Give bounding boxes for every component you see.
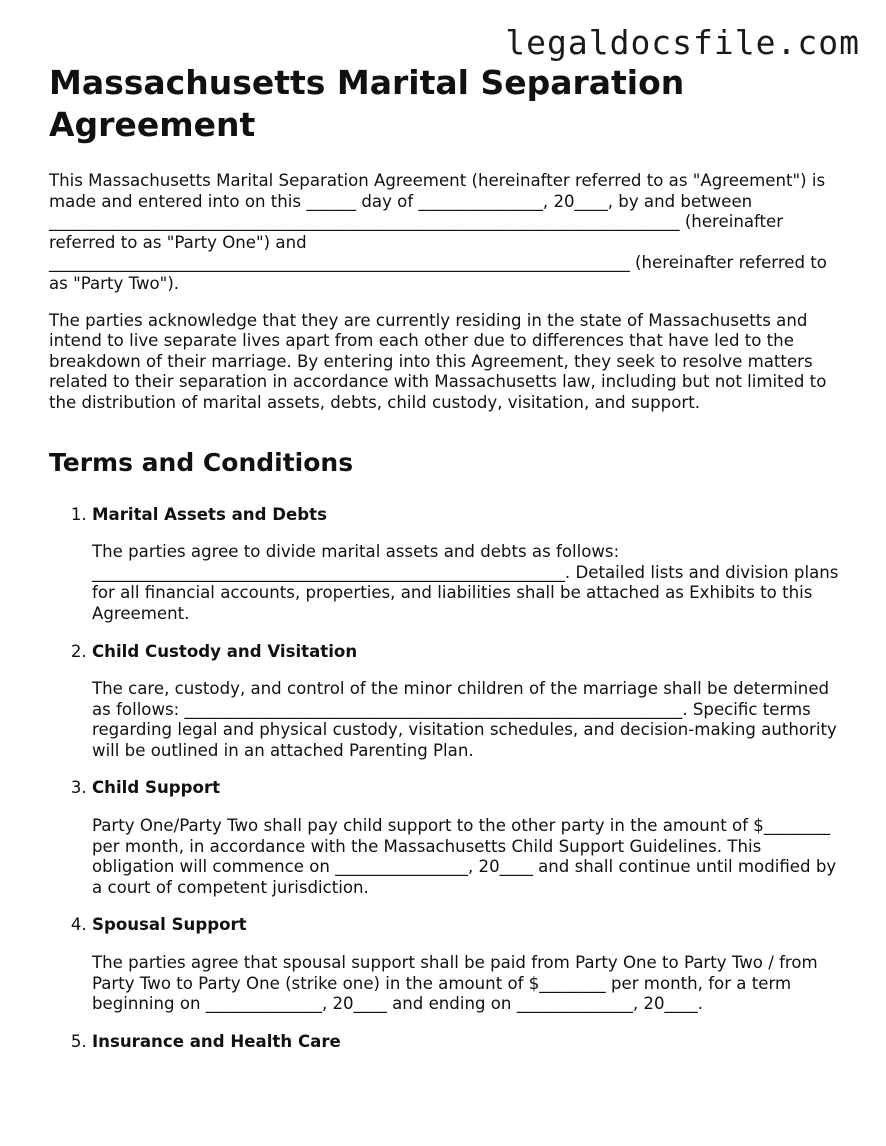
term-body: The parties agree to divide marital assets and debts as follows: _________________________________________________________. Detailed lists and division plans for all financial accounts, properties, and liabilities shall be attached as Exhibits to this Agreement. xyxy=(92,542,839,623)
term-item xyxy=(92,778,841,898)
term-body: Party One/Party Two shall pay child support to the other party in the amount of $________ per month, in accordance with the Massachusetts Child Support Guidelines. This obligation will commence on ________________, 20____ and shall continue until modified by a court of competent jurisdiction. xyxy=(92,816,837,897)
intro-paragraph: This Massachusetts Marital Separation Agreement (hereinafter referred to as "Agreement") is made and entered into on this ______ day of _______________, 20____, by and between ____________________________________________________________________________ (hereinafter referred to as "Party One") and ______________________________________________________________________ (hereinafter referred to as "Party Two"). xyxy=(49,171,827,293)
term-title: Child Custody and Visitation xyxy=(92,641,358,661)
term-title: Child Support xyxy=(92,778,221,798)
term-item xyxy=(92,1032,841,1053)
document-title: Massachusetts Marital Separation Agreement xyxy=(49,63,685,144)
term-body: The parties agree that spousal support shall be paid from Party One to Party Two / from Party Two to Party One (strike one) in the amount of $________ per month, for a term beginning on ______________, 20____ and ending on ______________, 20____. xyxy=(92,953,818,1014)
site-watermark: legaldocsfile.com xyxy=(505,23,860,62)
term-body: The care, custody, and control of the minor children of the marriage shall be determined as follows: ____________________________________________________________. Specific terms regarding legal and physical custody, visitation schedules, and decision-making authority will be outlined in an attached Parenting Plan. xyxy=(92,679,837,760)
term-title: Spousal Support xyxy=(92,915,247,935)
term-title: Insurance and Health Care xyxy=(92,1031,341,1051)
acknowledgement-paragraph: The parties acknowledge that they are currently residing in the state of Massachusetts and intend to live separate lives apart from each other due to differences that have led to the breakdown of their marriage. By entering into this Agreement, they seek to resolve matters related to their separation in accordance with Massachusetts law, including but not limited to the distribution of marital assets, debts, child custody, visitation, and support. xyxy=(49,310,827,412)
section-heading: Terms and Conditions xyxy=(49,447,354,477)
terms-list xyxy=(49,505,841,1053)
term-title: Marital Assets and Debts xyxy=(92,504,327,524)
document-page xyxy=(49,62,841,1069)
term-item xyxy=(92,915,841,1014)
term-item xyxy=(92,505,841,625)
term-item xyxy=(92,642,841,762)
